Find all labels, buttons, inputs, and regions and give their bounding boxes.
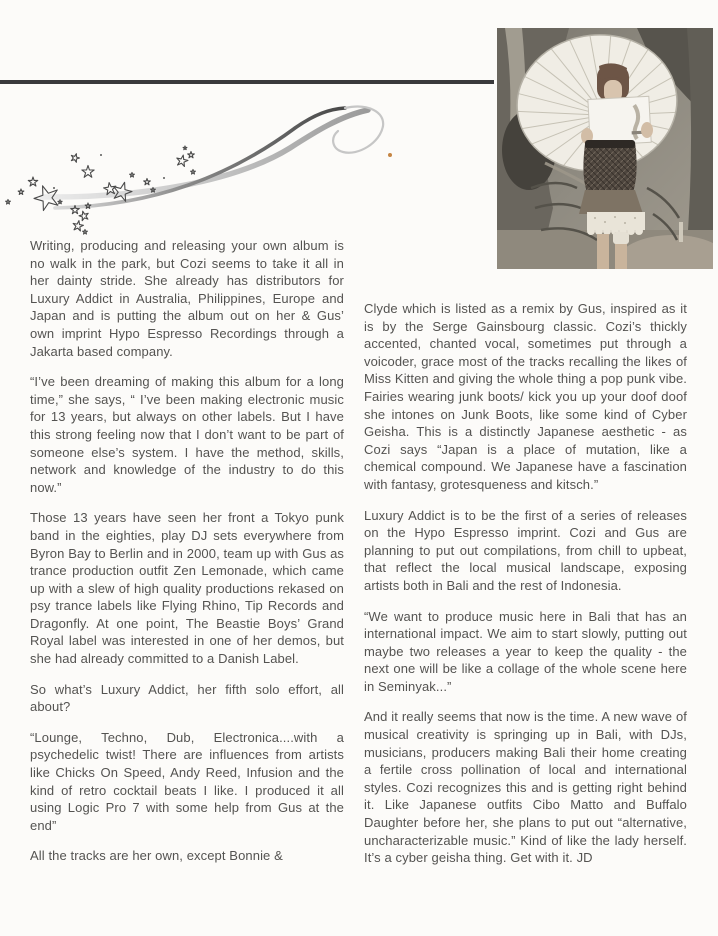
hand-right bbox=[641, 122, 653, 138]
article-paragraph: “I’ve been dreaming of making this album for a long time,” she says, “ I’ve been making electronic music for 13 years, but always on other labels. But I have this strong feeling now that I don’t want to be part of someone else’s system. I have the method, skills, network and knowledge of the industry to do this now.” bbox=[30, 374, 344, 495]
leg-left bbox=[597, 234, 609, 269]
woven-top bbox=[583, 142, 636, 192]
article-paragraph: Those 13 years have seen her front a Tokyo punk band in the eighties, play DJ sets everywhere from Byron Bay to Berlin and in 2000, team up with Gus as trance production outfit Zen Lemonade, which came up with a slew of high quality productions rekased on psy trance labels like Flying Rhino, Tip Records and Dragonfly. At one point, The Beastie Boys’ Grand Royal label was interested in one of her demos, but she had already committed to a Danish Label. bbox=[30, 510, 344, 667]
article-paragraph: “We want to produce music here in Bali that has an international impact. We aim to start slowly, putting out maybe two releases a year to keep the quality - the next one will be like a collage of the whole scene here in Seminyak...” bbox=[364, 608, 687, 694]
article-paragraph: So what’s Luxury Addict, her fifth solo effort, all about? bbox=[30, 681, 344, 715]
article-left-column bbox=[30, 237, 344, 865]
header-rule bbox=[0, 80, 494, 84]
light-stick bbox=[679, 222, 683, 242]
waistband bbox=[585, 140, 635, 148]
article-paragraph: All the tracks are her own, except Bonnie & bbox=[30, 848, 283, 864]
orange-speck bbox=[388, 153, 392, 157]
article-paragraph: Writing, producing and releasing your own album is no walk in the park, but Cozi seems to take it all in her dainty stride. She already has distributors for Luxury Addict in Australia, Philippines, Europe and Japan and is putting the album out on her & Gus’ own imprint Hypo Espresso Recordings through a Jakarta based company. bbox=[30, 238, 344, 359]
article-paragraph: And it really seems that now is the time. A new wave of musical creativity is springing up in Bali, with DJs, musicians, producers making Bali their home creating a fertile cross pollination of local and international styles. Cozi recognizes this and is getting right behind it. Like Japanese outfits Cibo Matto and Buffalo Daughter before her, she plans to put out “alternative, uncharacterizable music.” Kind of like the lady herself. It’s a cyber geisha thing. Get with it. JD bbox=[364, 709, 687, 866]
article-paragraph: Luxury Addict is to be the first of a series of releases on the Hypo Espresso imprint. Cozi and Gus are planning to put out compilations, from chill to upbeat, that reflect the local musical landscape, exposing artists both in Bali and the rest of Indonesia. bbox=[364, 507, 687, 593]
lace-stocking bbox=[613, 232, 629, 244]
swirl-stars-decoration bbox=[4, 98, 400, 238]
skirt bbox=[579, 190, 643, 214]
article-right-column bbox=[364, 300, 687, 867]
article-paragraph: “Lounge, Techno, Dub, Electronica....with a psychedelic twist! There are influences from artists like Chicks On Speed, Andy Reed, Infusion and the kind of retro cocktail beats I like. I produced it all using Logic Pro 7 with some help from Gus at the end” bbox=[30, 729, 344, 833]
article-paragraph: Clyde which is listed as a remix by Gus, inspired as it is by the Serge Gainsbourg classic. Cozi’s thickly accented, chanted vocal, sometimes put through a voicoder, grace most of the tracks recalling the likes of Miss Kitten and giving the whole thing a pop punk vibe. Fairies wearing junk boots/ kick you up your doof doof she intones on Junk Boots, like some kind of Cyber Geisha. This is a distinctly Japanese aesthetic - as Cozi says “Japan is a place of mutation, like a chemical compound. We Japanese have a fascination with fantasy, grotesqueness and kitsch.” bbox=[364, 301, 687, 492]
cozi-parasol-photo bbox=[497, 28, 713, 269]
album-cover bbox=[588, 96, 651, 145]
ribbon-light bbox=[42, 110, 368, 197]
